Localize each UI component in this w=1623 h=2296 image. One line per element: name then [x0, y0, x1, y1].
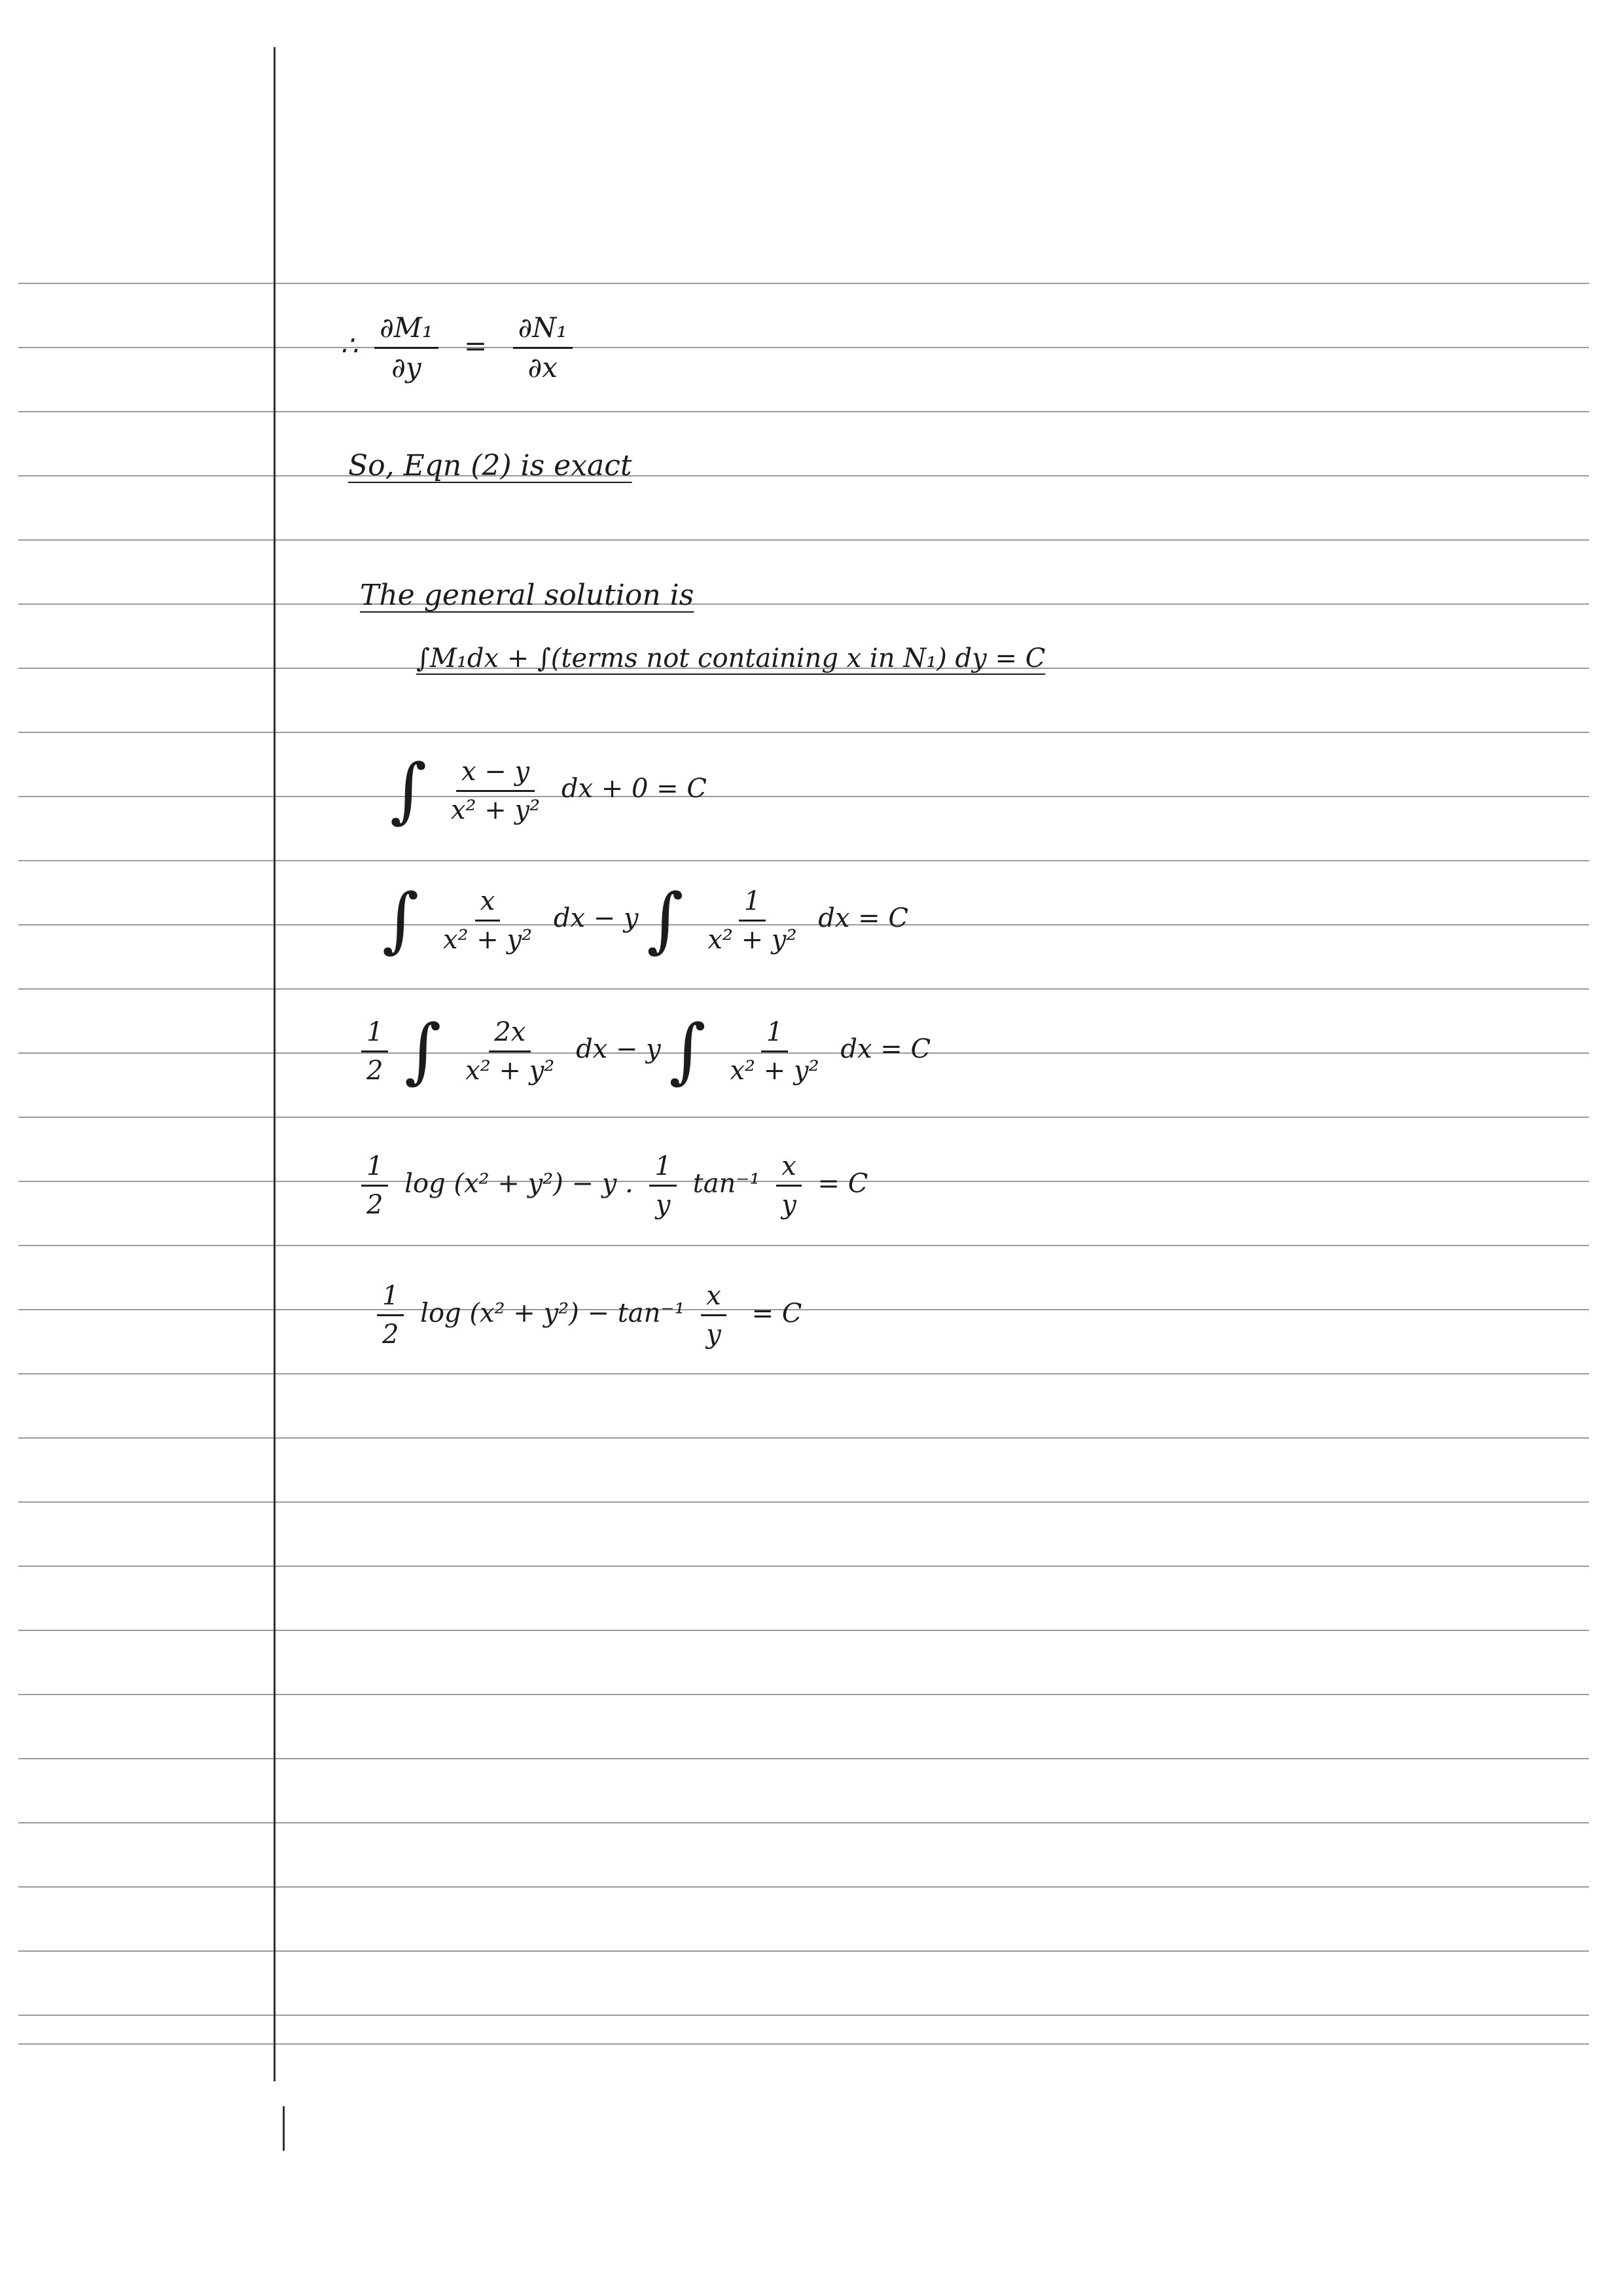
ruled-line [18, 796, 1589, 797]
ruled-line [18, 860, 1589, 861]
ruled-line [18, 1566, 1589, 1567]
fraction: $\frac{\text{∂N₁}}{\partial x}$ [513, 314, 573, 382]
fraction: $\frac{1}{\text{x² + y²}}$ [707, 886, 797, 955]
ruled-line [18, 1245, 1589, 1246]
fraction: $\frac{x}{y}$ [776, 1153, 802, 1218]
fraction: $\frac{x}{\text{x² + y²}}$ [443, 886, 533, 955]
equation-partial-derivatives: ∴ $\frac{\text{∂M₁}}{\partial y}$ = $\frac{\text{∂N₁}}{\partial x}$ [340, 314, 580, 382]
ruled-line [18, 1886, 1589, 1888]
fraction-half: $\frac{1}{2}$ [377, 1283, 404, 1348]
ruled-line [18, 1373, 1589, 1374]
ruled-line [18, 1950, 1589, 1952]
margin-line-tail [283, 2106, 285, 2151]
exactness-statement: So, Eqn (2) is exact [348, 449, 632, 482]
fraction-half: $\frac{1}{2}$ [361, 1019, 388, 1084]
therefore-symbol: ∴ [340, 329, 358, 362]
ruled-line [18, 1501, 1589, 1503]
ruled-line [18, 988, 1589, 990]
integral-sign: ∫ [404, 1010, 442, 1092]
integral-sign: ∫ [382, 879, 419, 961]
equation-step-4: $\frac{1}{2}$ log (x² + y²) − y . $\frac{1}{y}$ tan⁻¹ $\frac{x}{y}$ = C [353, 1153, 868, 1218]
ruled-line [18, 1117, 1589, 1118]
ruled-line [18, 1758, 1589, 1759]
fraction: $\frac{2x}{\text{x² + y²}}$ [465, 1016, 555, 1086]
ruled-line [18, 1630, 1589, 1631]
fraction: $\frac{x - y}{\text{x² + y²}}$ [451, 756, 541, 825]
ruled-line [18, 1694, 1589, 1695]
integral-sign: ∫ [669, 1010, 706, 1092]
ruled-line [18, 411, 1589, 412]
fraction: $\frac{\text{∂M₁}}{\partial y}$ [374, 314, 438, 382]
general-solution-heading: The general solution is [360, 579, 694, 612]
general-solution-formula: ∫M₁dx + ∫(terms not containing x in N₁) dy = C [416, 643, 1046, 673]
margin-line [274, 47, 276, 2081]
integral-sign: ∫ [647, 879, 684, 961]
ruled-line [18, 539, 1589, 541]
ruled-line [18, 732, 1589, 733]
equation-step-3: $\frac{1}{2}$ ∫ $\frac{2x}{\text{x² + y²}}$ dx − y ∫ $\frac{1}{\text{x² + y²}}$ dx = C [353, 1016, 931, 1086]
integral-sign: ∫ [390, 749, 427, 831]
equation-step-2: ∫ $\frac{x}{\text{x² + y²}}$ dx − y ∫ $\frac{1}{\text{x² + y²}}$ dx = C [382, 879, 908, 961]
ruled-line [18, 475, 1589, 476]
ruled-line [18, 1822, 1589, 1823]
ruled-line [18, 347, 1589, 348]
ruled-line [18, 1437, 1589, 1439]
ruled-line [18, 603, 1589, 605]
ruled-line [18, 283, 1589, 284]
fraction-half: $\frac{1}{2}$ [361, 1153, 388, 1218]
fraction: $\frac{1}{y}$ [649, 1153, 676, 1218]
fraction: $\frac{1}{\text{x² + y²}}$ [730, 1016, 819, 1086]
equation-step-1: ∫ $\frac{x - y}{\text{x² + y²}}$ dx + 0 = C [390, 749, 707, 831]
fraction: $\frac{x}{y}$ [701, 1283, 726, 1348]
ruled-line [18, 2015, 1589, 2016]
ruled-line [18, 2043, 1589, 2045]
equation-final-solution: $\frac{1}{2}$ log (x² + y²) − tan⁻¹ $\frac{x}{y}$ = C [369, 1283, 811, 1348]
